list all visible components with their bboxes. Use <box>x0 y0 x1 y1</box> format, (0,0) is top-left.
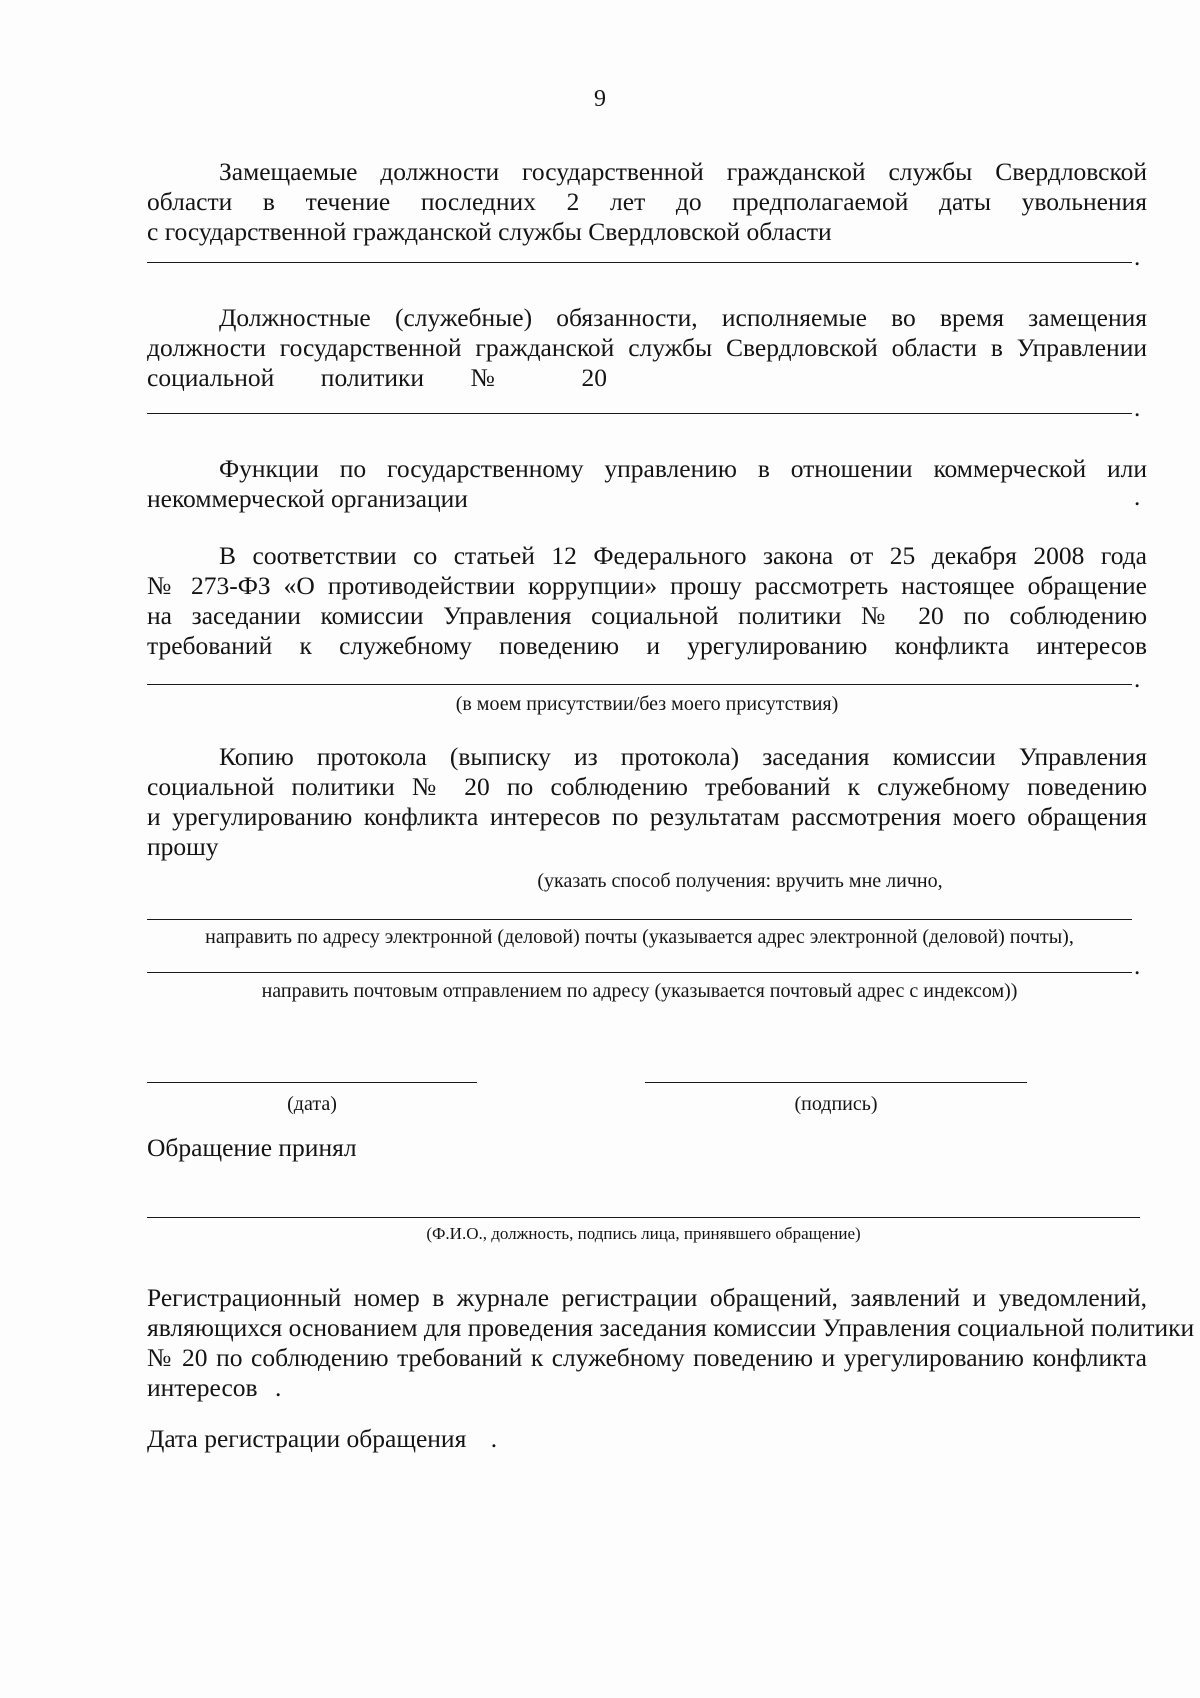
copy-caption-1: (указать способ получения: вручить мне лично, <box>537 870 943 892</box>
accepted-by-field-line[interactable] <box>147 1217 1140 1218</box>
duties-line-3-text: социальной политики № 20 <box>147 363 607 392</box>
accepted-label: Обращение принял <box>147 1133 357 1162</box>
registration-line-3: № 20 по соблюдению требований к служебному поведению и урегулированию конфликта <box>147 1343 1147 1372</box>
copy-answer-line-2[interactable] <box>147 919 1132 920</box>
copy-line-3: и урегулированию конфликта интересов по результатам рассмотрения моего обращения <box>147 802 1147 831</box>
registration-line-1: Регистрационный номер в журнале регистрации обращений, заявлений и уведомлений, <box>147 1283 1147 1312</box>
duties-answer-line-2[interactable] <box>147 413 1132 414</box>
registration-date-end-dot: . <box>490 1424 498 1453</box>
request-presence-answer-line[interactable] <box>147 684 1132 685</box>
positions-paragraph <box>147 157 1147 247</box>
registration-line-4 <box>147 1373 1147 1403</box>
date-caption: (дата) <box>287 1093 337 1115</box>
registration-line-2: являющихся основанием для проведения заседания комиссии Управления социальной политики <box>147 1313 1195 1342</box>
request-line-3: на заседании комиссии Управления социальной политики № 20 по соблюдению <box>147 601 1147 630</box>
duties-line-2: должности государственной гражданской службы Свердловской области в Управлении <box>147 333 1147 362</box>
positions-answer-line-2[interactable] <box>147 262 1132 263</box>
duties-line-3 <box>147 363 1147 393</box>
request-line-2: № 273-ФЗ «О противодействии коррупции» прошу рассмотреть настоящее обращение <box>147 571 1147 600</box>
accepted-caption: (Ф.И.О., должность, подпись лица, принявшего обращение) <box>426 1224 861 1243</box>
registration-line-4-text: интересов <box>147 1373 258 1402</box>
signature-field-line[interactable] <box>645 1082 1027 1083</box>
functions-line-1: Функции по государственному управлению в отношении коммерческой или <box>219 454 1147 483</box>
page-number: 9 <box>594 86 606 112</box>
functions-end-dot: . <box>1134 484 1141 511</box>
registration-date-line <box>147 1424 1147 1454</box>
functions-line-2 <box>147 484 1147 514</box>
registration-date-row <box>147 1424 1147 1454</box>
positions-line-3-text: с государственной гражданской службы Свердловской области <box>147 217 832 246</box>
request-line-4: требований к служебному поведению и урегулированию конфликта интересов <box>147 631 1147 660</box>
duties-line-1: Должностные (служебные) обязанности, исполняемые во время замещения <box>219 303 1147 332</box>
positions-line-1: Замещаемые должности государственной гражданской службы Свердловской <box>219 157 1147 186</box>
registration-date-label: Дата регистрации обращения <box>147 1424 467 1453</box>
signature-caption: (подпись) <box>794 1093 878 1115</box>
date-field-line[interactable] <box>147 1082 477 1083</box>
copy-paragraph <box>147 742 1147 862</box>
duties-end-dot: . <box>1134 395 1141 422</box>
copy-line-4-text: прошу <box>147 832 219 861</box>
positions-line-3 <box>147 217 1147 247</box>
duties-paragraph <box>147 303 1147 393</box>
positions-line-2: области в течение последних 2 лет до предполагаемой даты увольнения <box>147 187 1147 216</box>
request-paragraph <box>147 541 1147 661</box>
copy-line-1: Копию протокола (выписку из протокола) заседания комиссии Управления <box>219 742 1147 771</box>
functions-line-2-text: некоммерческой организации <box>147 484 468 513</box>
copy-line-4 <box>147 832 1147 862</box>
copy-answer-line-3[interactable] <box>147 972 1132 973</box>
request-end-dot: . <box>1134 666 1141 693</box>
registration-end-dot: . <box>274 1373 282 1402</box>
registration-paragraph <box>147 1283 1195 1403</box>
copy-line-2: социальной политики № 20 по соблюдению требований к служебному поведению <box>147 772 1147 801</box>
request-line-1: В соответствии со статьей 12 Федерального закона от 25 декабря 2008 года <box>219 541 1147 570</box>
functions-paragraph <box>147 454 1147 514</box>
request-presence-caption: (в моем присутствии/без моего присутствия) <box>455 693 839 715</box>
copy-caption-3: направить почтовым отправлением по адресу (указывается почтовый адрес с индексом)) <box>261 980 1018 1002</box>
positions-end-dot: . <box>1134 244 1141 271</box>
copy-end-dot: . <box>1134 953 1141 980</box>
copy-caption-2: направить по адресу электронной (деловой) почты (указывается адрес электронной (деловой) почты), <box>205 926 1074 948</box>
